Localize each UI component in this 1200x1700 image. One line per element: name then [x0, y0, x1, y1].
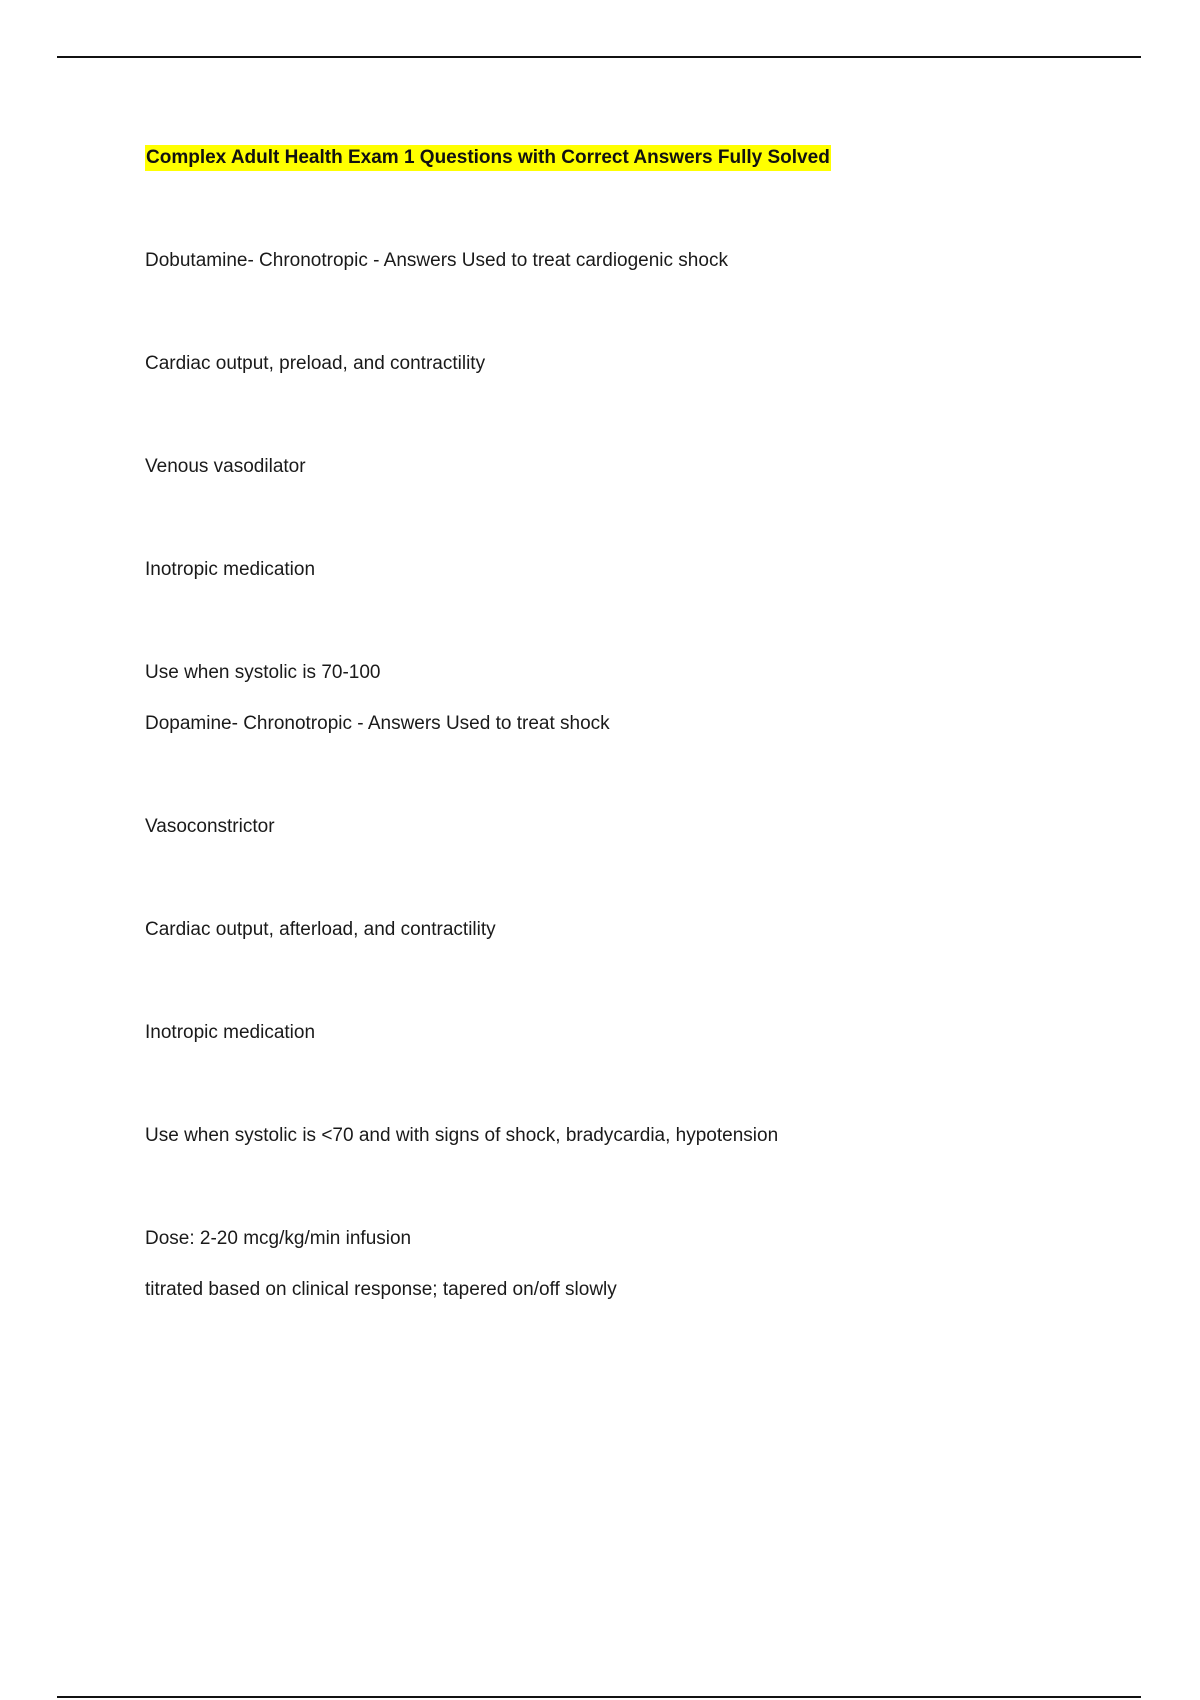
text-line: Inotropic medication: [145, 1022, 316, 1043]
document-title: Complex Adult Health Exam 1 Questions with Correct Answers Fully Solved: [145, 145, 831, 171]
text-line: Dose: 2-20 mcg/kg/min infusion: [145, 1228, 412, 1249]
text-line: Vasoconstrictor: [145, 816, 275, 837]
text-line: Dobutamine- Chronotropic - Answers Used to treat cardiogenic shock: [145, 250, 728, 271]
text-line: Cardiac output, afterload, and contractility: [145, 919, 496, 940]
text-line: titrated based on clinical response; tapered on/off slowly: [145, 1279, 617, 1300]
text-line: Use when systolic is 70-100: [145, 662, 381, 683]
text-line: Venous vasodilator: [145, 456, 306, 477]
text-line: Inotropic medication: [145, 559, 316, 580]
footer-rule: [57, 1696, 1141, 1698]
text-line: Cardiac output, preload, and contractility: [145, 353, 486, 374]
text-line: Dopamine- Chronotropic - Answers Used to treat shock: [145, 713, 610, 734]
header-rule: [57, 56, 1141, 58]
text-line: Use when systolic is <70 and with signs of shock, bradycardia, hypotension: [145, 1125, 779, 1146]
